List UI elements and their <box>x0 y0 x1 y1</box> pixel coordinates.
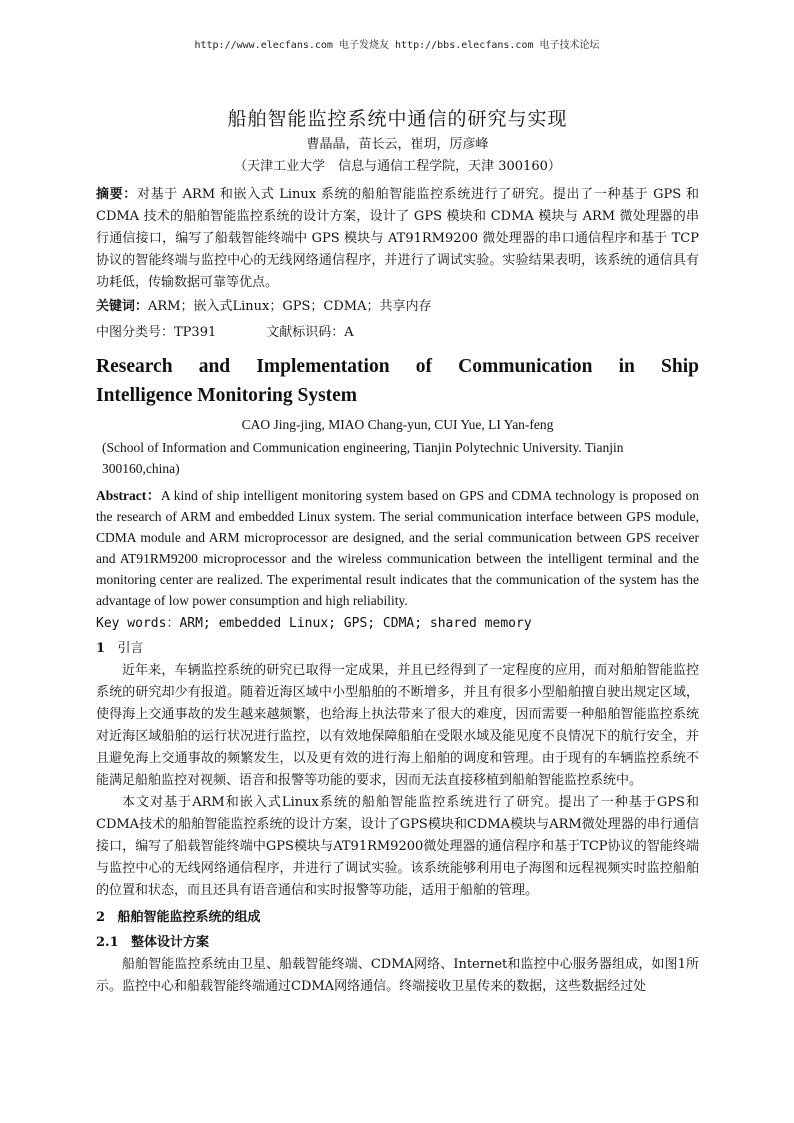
section-2-title: 船舶智能监控系统的组成 <box>117 910 261 925</box>
keywords-cn <box>96 296 699 318</box>
abstract-cn <box>96 184 699 294</box>
title-en-line-2: Intelligence Monitoring System <box>96 385 358 406</box>
title-en-word: of <box>415 356 432 377</box>
title-en-word: and <box>198 356 231 377</box>
section-2-1-number: 2.1 <box>96 935 119 950</box>
affiliation-cn: （天津工业大学 信息与通信工程学院，天津 300160） <box>234 159 561 174</box>
abstract-en <box>96 485 699 611</box>
section-1-para-1: 近年来，车辆监控系统的研究已取得一定成果，并且已经得到了一定程度的应用，而对船舶智能监控系统的研究却少有报道。随着近海区域中小型船舶的不断增多，并且有很多小型船舶擅自驶出规定区域，使得海上交通事故的发生越来越频繁，也给海上执法带来了很大的难度，因而需要一种船舶智能监控系统对近海区域船舶的运行状况进行监控，以有效地保障船舶在受限水域及能见度不良情况下的航行安全，并且避免海上交通事故的频繁发生，以及更有效的进行海上船舶的调度和管理。由于现有的车辆监控系统不能满足船舶监控对视频、语音和报警等功能的要求，因而无法直接移植到船舶智能监控系统中。 <box>96 663 699 788</box>
doc-code-label: 文献标识码： <box>266 325 345 340</box>
section-1-number: 1 <box>96 641 106 656</box>
clc-value: TP391 <box>174 325 217 340</box>
header-url-1[interactable]: http://www.elecfans.com <box>194 40 333 51</box>
abstract-en-label: Abstract： <box>96 488 161 503</box>
doc-code-value: A <box>344 325 354 340</box>
header-site-2: 电子技术论坛 <box>539 40 600 51</box>
keywords-cn-text: ARM；嵌入式Linux；GPS；CDMA；共享内存 <box>148 299 432 314</box>
keywords-en: Key words：ARM; embedded Linux; GPS; CDMA; shared memory <box>96 616 532 631</box>
classification-line <box>96 322 699 344</box>
clc-label: 中图分类号： <box>96 325 175 340</box>
title-en-word: in <box>618 356 635 377</box>
page-header <box>0 36 794 51</box>
section-2-heading <box>96 907 699 929</box>
section-2-1-title: 整体设计方案 <box>131 935 210 950</box>
affiliation-en: (School of Information and Communication engineering, Tianjin Polytechnic University. Tianjin 300160,china) <box>102 440 624 476</box>
abstract-cn-text: 对基于 ARM 和嵌入式 Linux 系统的船舶智能监控系统进行了研究。提出了一种基于 GPS 和 CDMA 技术的船舶智能监控系统的设计方案，设计了 GPS 模块和 CDMA 模块与 ARM 微处理器的串行通信接口，编写了船载智能终端中 GPS 模块与 AT91RM9200 微处理器的串口通信程序和基于 TCP 协议的智能终端与监控中心的无线网络通信程序，并进行了调试实验。实验结果表明，该系统的通信具有功耗低，传输数据可靠等优点。 <box>96 187 699 290</box>
title-en-word: Research <box>96 356 173 377</box>
section-1-heading <box>96 638 699 660</box>
title-en-word: Communication <box>458 356 593 377</box>
authors-en: CAO Jing-jing, MIAO Chang-yun, CUI Yue, LI Yan-feng <box>241 417 554 432</box>
paper-body <box>96 104 699 998</box>
header-url-2[interactable]: http://bbs.elecfans.com <box>395 40 534 51</box>
title-en-word: Ship <box>661 356 699 377</box>
keywords-cn-label: 关键词： <box>96 299 149 314</box>
abstract-en-text: A kind of ship intelligent monitoring system based on GPS and CDMA technology is proposed on the research of ARM and embedded Linux system. The serial communication interface between GPS module, CDMA module and ARM microprocessor are designed, and the serial communication between GPS receiver and AT91RM9200 microprocessor and the wireless communication between the intelligent terminal and the monitoring center are realized. The experimental result indicates that the communication of the system has the advantage of low power consumption and high reliability. <box>96 488 699 608</box>
title-cn: 船舶智能监控系统中通信的研究与实现 <box>227 108 568 130</box>
title-en-word: Implementation <box>256 356 390 377</box>
section-2-1-heading <box>96 932 699 954</box>
section-2-number: 2 <box>96 910 106 925</box>
abstract-cn-label: 摘要： <box>96 187 137 202</box>
section-2-1-para-1: 船舶智能监控系统由卫星、船载智能终端、CDMA网络、Internet和监控中心服务器组成，如图1所示。监控中心和船载智能终端通过CDMA网络通信。终端接收卫星传来的数据，这些数据经过处 <box>96 957 699 994</box>
title-en <box>96 352 699 410</box>
section-1-title: 引言 <box>117 641 144 656</box>
header-site-1: 电子发烧友 <box>338 40 389 51</box>
authors-cn: 曹晶晶，苗长云，崔玥，厉彦峰 <box>306 137 489 152</box>
section-1-para-2: 本文对基于ARM和嵌入式Linux系统的船舶智能监控系统进行了研究。提出了一种基于GPS和CDMA技术的船舶智能监控系统的设计方案，设计了GPS模块和CDMA模块与ARM微处理器的串行通信接口，编写了船载智能终端中GPS模块与AT91RM9200微处理器的通信程序和基于TCP协议的智能终端与监控中心的无线网络通信程序，并进行了调试实验。该系统能够利用电子海图和远程视频实时监控船舶的位置和状态，而且还具有语音通信和实时报警等功能，适用于船舶的管理。 <box>96 795 699 898</box>
